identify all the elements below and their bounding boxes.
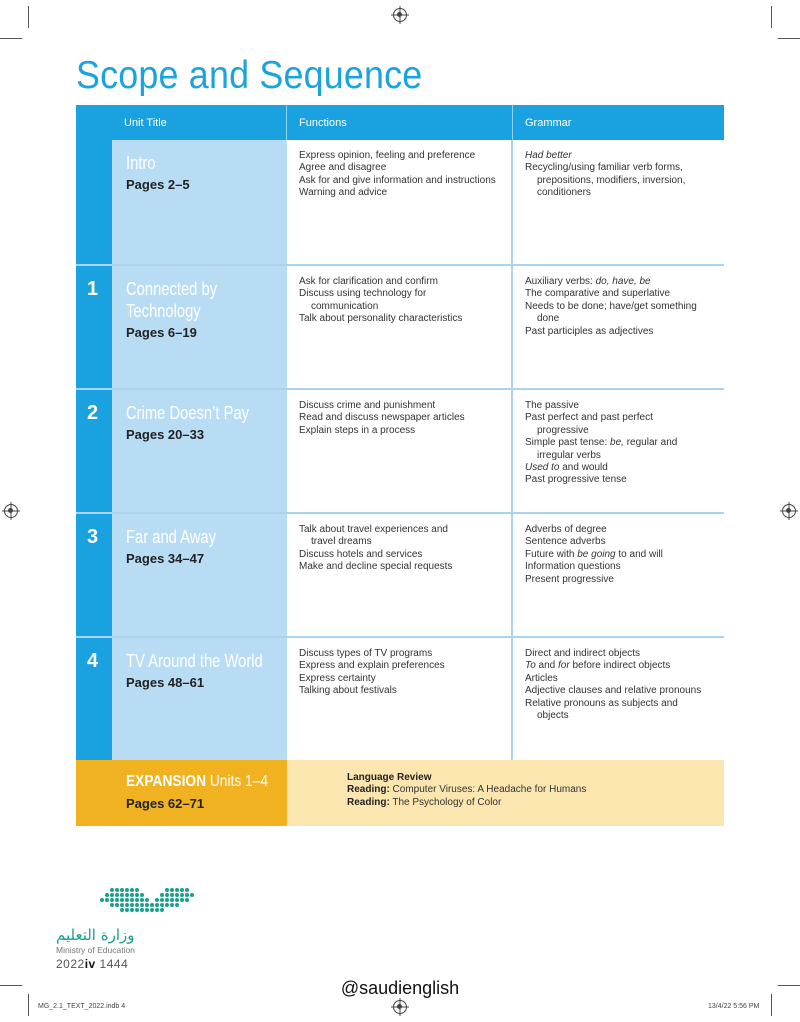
functions-cell bbox=[287, 514, 513, 636]
header-unit-title: Unit Title bbox=[112, 105, 287, 140]
grammar-line: Needs to be done; have/get something bbox=[525, 300, 697, 312]
unit-pages: Pages 2–5 bbox=[126, 177, 190, 192]
grammar-line: The passive bbox=[525, 400, 579, 411]
scope-table bbox=[76, 105, 724, 826]
grammar-line: irregular verbs bbox=[537, 449, 601, 461]
grammar-line: Future with be going to and will bbox=[525, 548, 663, 560]
unit-number: 1 bbox=[76, 266, 112, 388]
crop-mark bbox=[0, 38, 22, 39]
functions-line: Discuss types of TV programs bbox=[299, 648, 433, 659]
expansion-line: Language Review bbox=[347, 772, 432, 783]
grammar-line: Had better bbox=[525, 150, 572, 161]
footer-file-info: MG_2.1_TEXT_2022.indb 4 bbox=[38, 1003, 126, 1010]
expansion-row bbox=[76, 760, 724, 826]
grammar-line: Past progressive tense bbox=[525, 474, 627, 486]
expansion-content bbox=[287, 760, 724, 826]
grammar-line: Information questions bbox=[525, 561, 621, 573]
watermark-handle: @saudienglish bbox=[340, 978, 460, 998]
expansion-line: Reading: The Psychology of Color bbox=[347, 796, 502, 808]
unit-number: 4 bbox=[76, 638, 112, 760]
footer-timestamp: 13/4/22 5:56 PM bbox=[708, 1003, 760, 1010]
functions-line: Talking about festivals bbox=[299, 685, 397, 697]
grammar-line: progressive bbox=[537, 424, 589, 436]
grammar-line: The comparative and superlative bbox=[525, 288, 671, 300]
functions-line: Express certainty bbox=[299, 672, 376, 684]
grammar-line: conditioners bbox=[537, 187, 591, 199]
grammar-cell bbox=[513, 266, 724, 388]
unit-rows bbox=[76, 140, 724, 760]
grammar-line: Relative pronouns as subjects and bbox=[525, 697, 678, 709]
grammar-line: Used to and would bbox=[525, 462, 608, 474]
functions-line: travel dreams bbox=[311, 536, 372, 548]
unit-title-cell bbox=[112, 140, 287, 264]
unit-title-cell bbox=[112, 390, 287, 512]
grammar-cell bbox=[513, 514, 724, 636]
functions-line: Discuss crime and punishment bbox=[299, 400, 436, 411]
ministry-english-name: Ministry of Education bbox=[56, 945, 135, 955]
grammar-line: Past perfect and past perfect bbox=[525, 412, 653, 424]
functions-cell bbox=[287, 140, 513, 264]
table-row bbox=[76, 264, 724, 388]
header-num-cell bbox=[76, 105, 112, 140]
grammar-line: objects bbox=[537, 710, 569, 722]
grammar-line: Articles bbox=[525, 672, 558, 684]
functions-line: Warning and advice bbox=[299, 187, 388, 199]
grammar-line: Present progressive bbox=[525, 573, 614, 585]
expansion-title: EXPANSION Units 1–4 bbox=[126, 773, 268, 790]
header-functions: Functions bbox=[287, 105, 513, 140]
unit-pages: Pages 34–47 bbox=[126, 551, 205, 566]
page-number: iv bbox=[84, 957, 96, 971]
unit-name: Far and Away bbox=[126, 527, 216, 547]
functions-line: Ask for clarification and confirm bbox=[299, 276, 438, 287]
unit-name: Crime Doesn’t Pay bbox=[126, 403, 250, 423]
header-grammar: Grammar bbox=[525, 117, 572, 129]
registration-mark-icon bbox=[393, 1000, 407, 1014]
functions-line: Express and explain preferences bbox=[299, 660, 445, 672]
crop-mark bbox=[771, 6, 772, 28]
crop-mark bbox=[778, 38, 800, 39]
registration-mark-icon bbox=[393, 8, 407, 22]
logo-dots-icon bbox=[56, 886, 196, 918]
grammar-line: Adjective clauses and relative pronouns bbox=[525, 685, 702, 697]
unit-pages: Pages 6–19 bbox=[126, 325, 197, 340]
unit-number: 3 bbox=[76, 514, 112, 636]
grammar-line: Direct and indirect objects bbox=[525, 648, 641, 659]
expansion-unit-cell bbox=[76, 760, 287, 826]
unit-name: Intro bbox=[126, 153, 156, 173]
grammar-line: Simple past tense: be, regular and bbox=[525, 437, 678, 449]
unit-name: Connected by Technology bbox=[126, 279, 218, 321]
functions-cell bbox=[287, 390, 513, 512]
functions-line: Ask for and give information and instructions bbox=[299, 174, 496, 186]
grammar-line: Past participles as adjectives bbox=[525, 325, 654, 337]
functions-line: Make and decline special requests bbox=[299, 561, 453, 573]
grammar-line: Sentence adverbs bbox=[525, 536, 606, 548]
unit-name: TV Around the World bbox=[126, 651, 263, 671]
table-row bbox=[76, 512, 724, 636]
table-header bbox=[76, 105, 724, 140]
expansion-pages: Pages 62–71 bbox=[126, 796, 205, 811]
table-row bbox=[76, 388, 724, 512]
functions-line: Discuss hotels and services bbox=[299, 548, 423, 560]
grammar-line: done bbox=[537, 313, 560, 325]
functions-line: Talk about travel experiences and bbox=[299, 524, 448, 535]
expansion-line: Reading: Computer Viruses: A Headache for Humans bbox=[347, 784, 587, 796]
ministry-logo bbox=[56, 886, 196, 971]
grammar-line: To and for before indirect objects bbox=[525, 660, 671, 672]
unit-title-cell bbox=[112, 638, 287, 760]
grammar-line: prepositions, modifiers, inversion, bbox=[537, 174, 686, 186]
ministry-arabic-name: وزارة التعليم bbox=[56, 926, 135, 944]
edition-year: 2022iv 1444 bbox=[56, 957, 129, 971]
grammar-line: Recycling/using familiar verb forms, bbox=[525, 162, 683, 174]
unit-pages: Pages 48–61 bbox=[126, 675, 205, 690]
grammar-cell bbox=[513, 638, 724, 760]
functions-line: Explain steps in a process bbox=[299, 424, 416, 436]
functions-line: Talk about personality characteristics bbox=[299, 313, 463, 325]
table-row bbox=[76, 636, 724, 760]
registration-mark-icon bbox=[782, 504, 796, 518]
unit-title-cell bbox=[112, 266, 287, 388]
page-title: Scope and Sequence bbox=[76, 54, 423, 97]
functions-line: Express opinion, feeling and preference bbox=[299, 150, 476, 161]
functions-cell bbox=[287, 266, 513, 388]
functions-line: Read and discuss newspaper articles bbox=[299, 412, 465, 424]
unit-pages: Pages 20–33 bbox=[126, 427, 205, 442]
grammar-cell bbox=[513, 390, 724, 512]
crop-mark bbox=[28, 6, 29, 28]
grammar-line: Auxiliary verbs: do, have, be bbox=[525, 276, 651, 287]
grammar-line: Adverbs of degree bbox=[525, 524, 607, 535]
functions-line: Discuss using technology for bbox=[299, 288, 427, 300]
unit-title-cell bbox=[112, 514, 287, 636]
functions-line: communication bbox=[311, 300, 379, 312]
functions-line: Agree and disagree bbox=[299, 162, 387, 174]
unit-number: 2 bbox=[76, 390, 112, 512]
unit-number bbox=[76, 140, 112, 264]
table-row bbox=[76, 140, 724, 264]
functions-cell bbox=[287, 638, 513, 760]
grammar-cell bbox=[513, 140, 724, 264]
registration-mark-icon bbox=[4, 504, 18, 518]
